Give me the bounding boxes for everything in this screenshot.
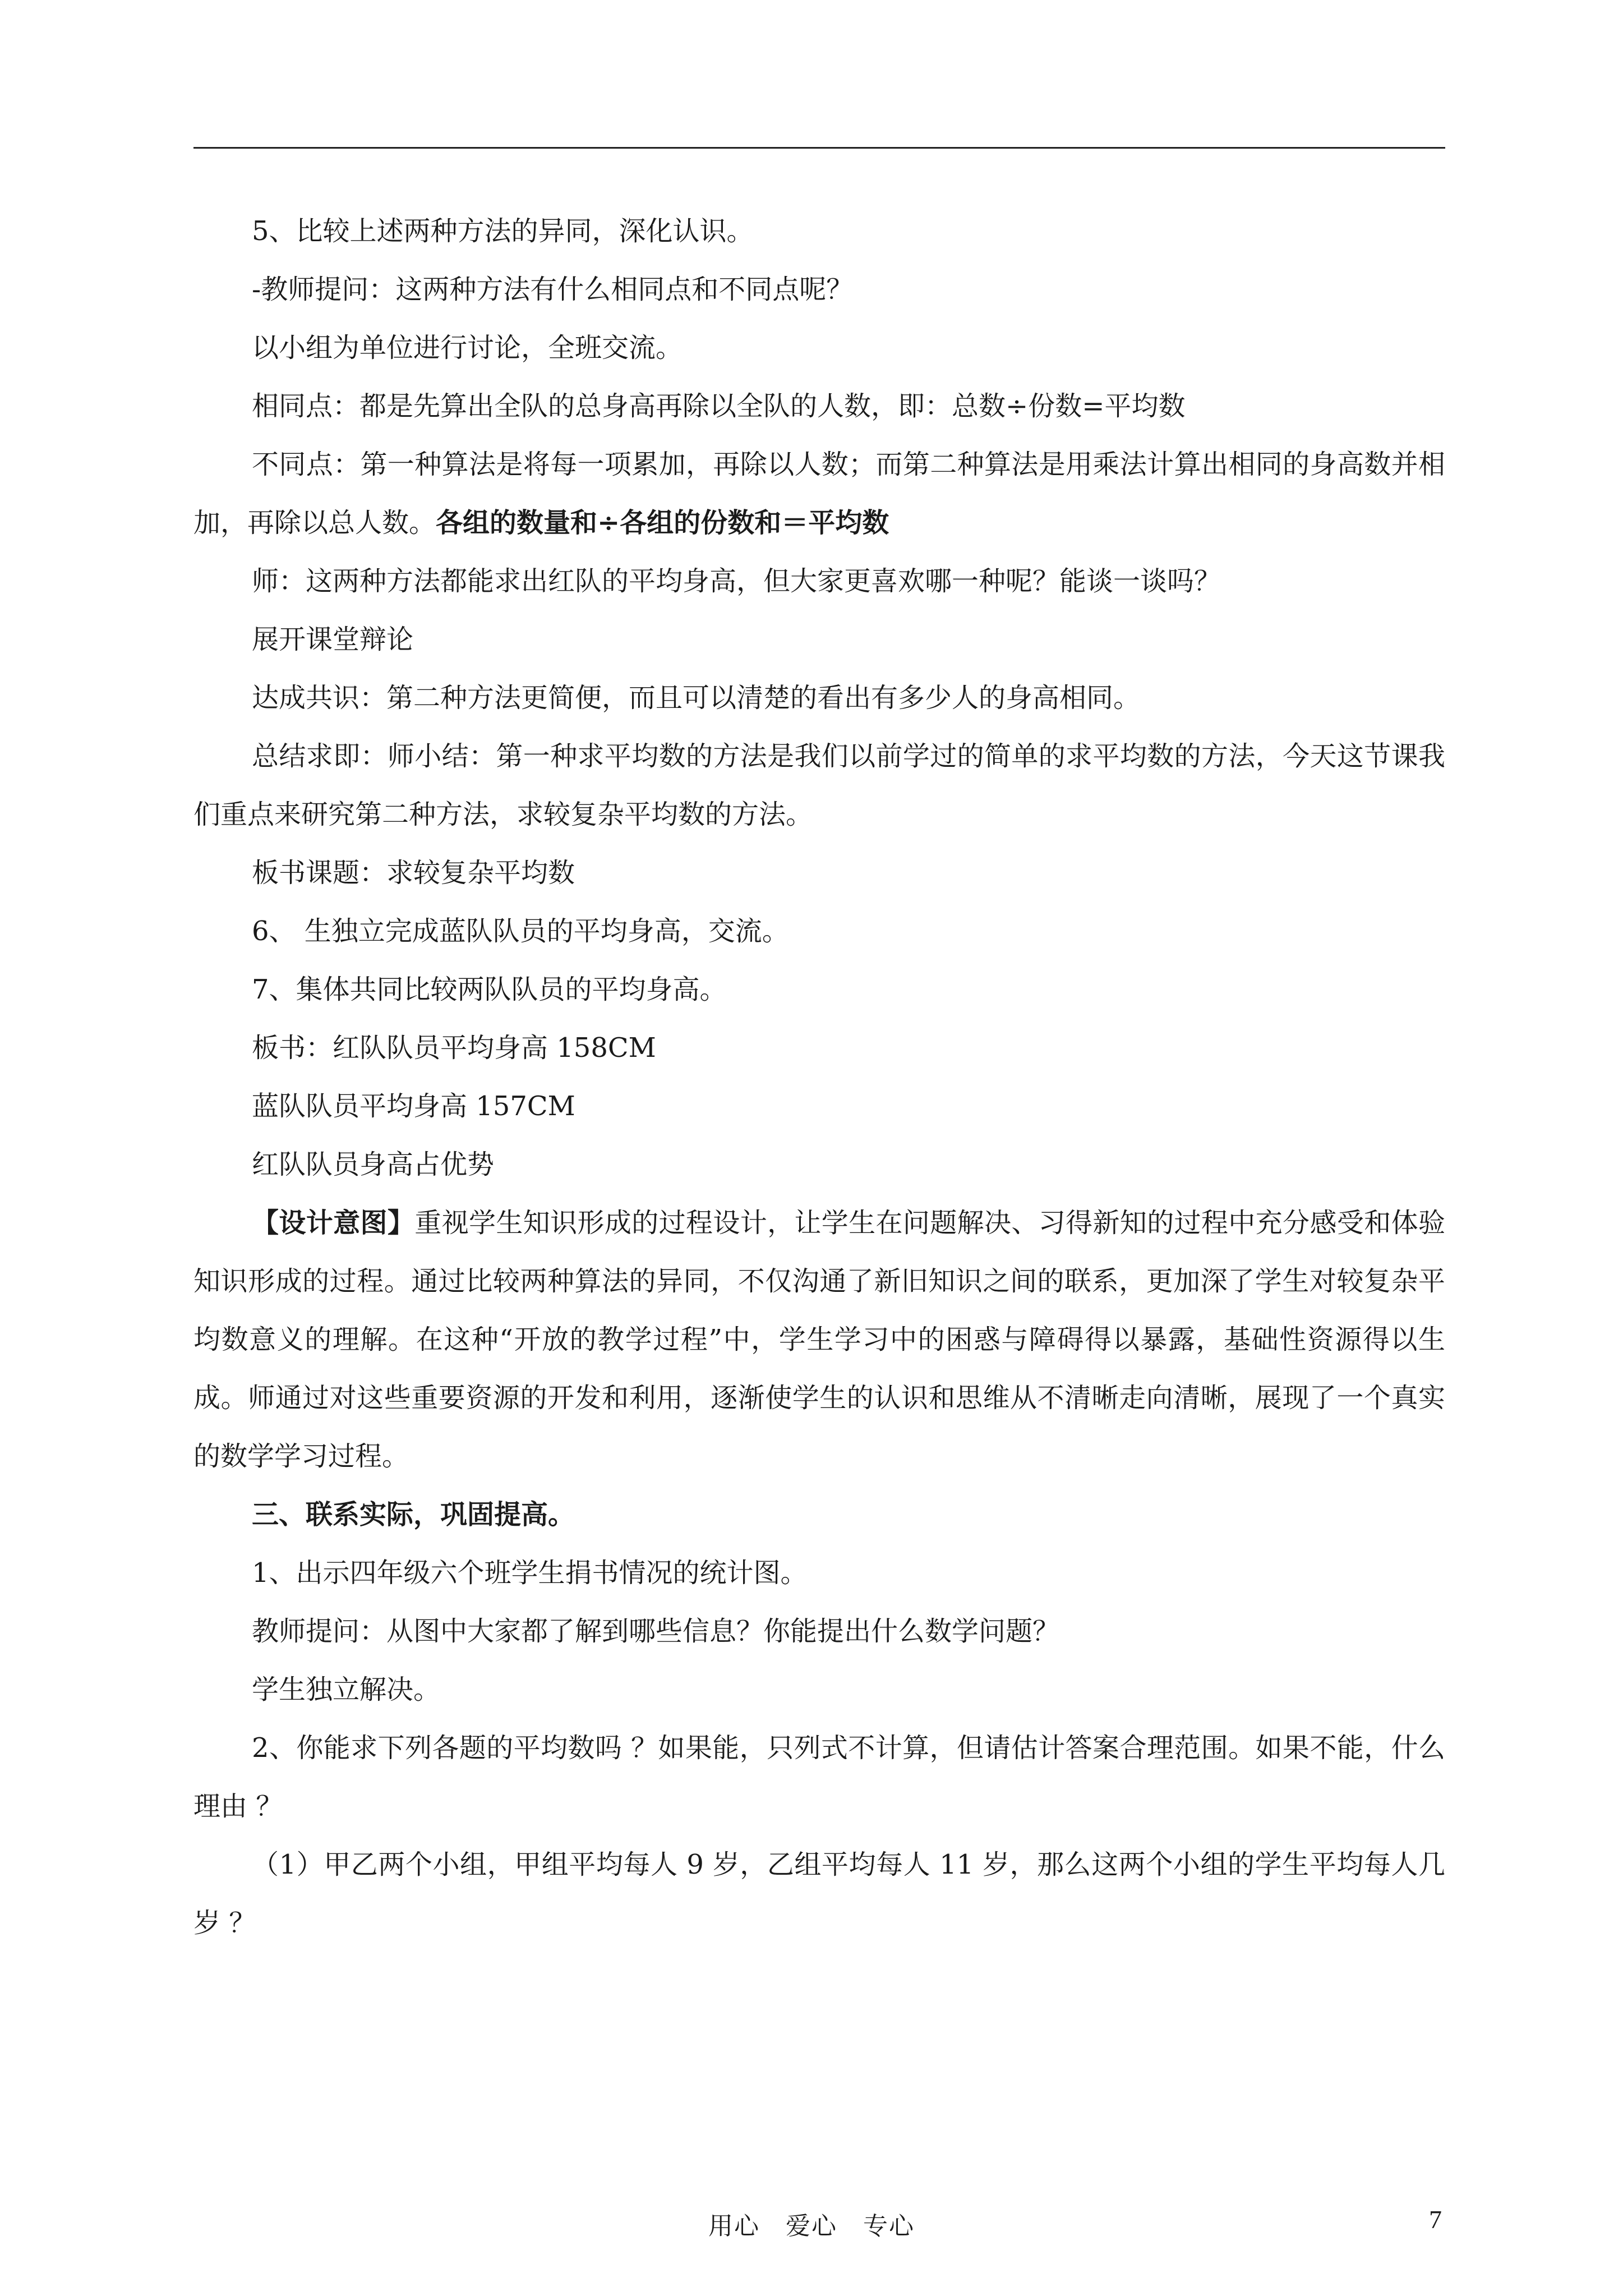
paragraph-text: 不同点：第一种算法是将每一项累加，再除以人数；而第二种算法是用乘法计算出相同的身高数并相加，再除以总人数。: [193, 449, 1445, 539]
document-body: [193, 202, 1445, 1952]
paragraph: [193, 435, 1445, 552]
footer-slogan: 用心 爱心 专心: [708, 2212, 915, 2240]
paragraph: 总结求即：师小结：第一种求平均数的方法是我们以前学过的简单的求平均数的方法，今天这节课我们重点来研究第二种方法，求较复杂平均数的方法。: [193, 740, 1445, 830]
page-number: 7: [1429, 2205, 1442, 2234]
design-intent-label: 【设计意图】: [252, 1207, 415, 1239]
paragraph: 相同点：都是先算出全队的总身高再除以全队的人数，即：总数÷份数=平均数: [252, 390, 1186, 422]
section-heading-text: 三、联系实际，巩固提高。: [252, 1499, 575, 1530]
paragraph: 6、 生独立完成蓝队队员的平均身高，交流。: [252, 915, 789, 947]
paragraph: 5、比较上述两种方法的异同，深化认识。: [252, 215, 754, 247]
paragraph: 蓝队队员平均身高 157CM: [252, 1091, 575, 1122]
paragraph: 红队队员身高占优势: [252, 1149, 495, 1180]
paragraph: （1）甲乙两个小组，甲组平均每人 9 岁，乙组平均每人 11 岁，那么这两个小组的学生平均每人几岁 ？: [193, 1849, 1445, 1939]
paragraph-text: 重视学生知识形成的过程设计，让学生在问题解决、习得新知的过程中充分感受和体验知识形成的过程。通过比较两种算法的异同，不仅沟通了新旧知识之间的联系，更加深了学生对较复杂平均数意义的理解。在这种“开放的教学过程”中，学生学习中的困惑与障碍得以暴露，基础性资源得以生成。师通过对这些重要资源的开发和利用，逐渐使学生的认识和思维从不清晰走向清晰，展现了一个真实的数学学习过程。: [193, 1207, 1445, 1472]
paragraph: 展开课堂辩论: [252, 624, 414, 655]
paragraph: -教师提问：这两种方法有什么相同点和不同点呢？: [252, 274, 854, 305]
paragraph: 达成共识：第二种方法更简便，而且可以清楚的看出有多少人的身高相同。: [252, 682, 1141, 714]
paragraph: 1、出示四年级六个班学生捐书情况的统计图。: [252, 1557, 808, 1589]
paragraph: 以小组为单位进行讨论，全班交流。: [252, 332, 683, 364]
section-heading: [193, 1485, 1445, 1544]
paragraph: 板书：红队队员平均身高 158CM: [252, 1032, 656, 1064]
paragraph: 学生独立解决。: [252, 1674, 441, 1705]
design-intent-paragraph: [193, 1194, 1445, 1485]
paragraph: 2、你能求下列各题的平均数吗 ？如果能，只列式不计算，但请估计答案合理范围。如果不能，什么理由 ？: [193, 1732, 1445, 1822]
formula-bold: 各组的数量和÷各组的份数和＝平均数: [436, 507, 889, 539]
paragraph: 板书课题：求较复杂平均数: [252, 857, 575, 889]
paragraph: 7、集体共同比较两队队员的平均身高。: [252, 974, 727, 1005]
header-rule: [193, 147, 1445, 149]
paragraph: 教师提问：从图中大家都了解到哪些信息？你能提出什么数学问题？: [252, 1616, 1060, 1647]
paragraph: 师：这两种方法都能求出红队的平均身高，但大家更喜欢哪一种呢？能谈一谈吗？: [252, 565, 1221, 597]
